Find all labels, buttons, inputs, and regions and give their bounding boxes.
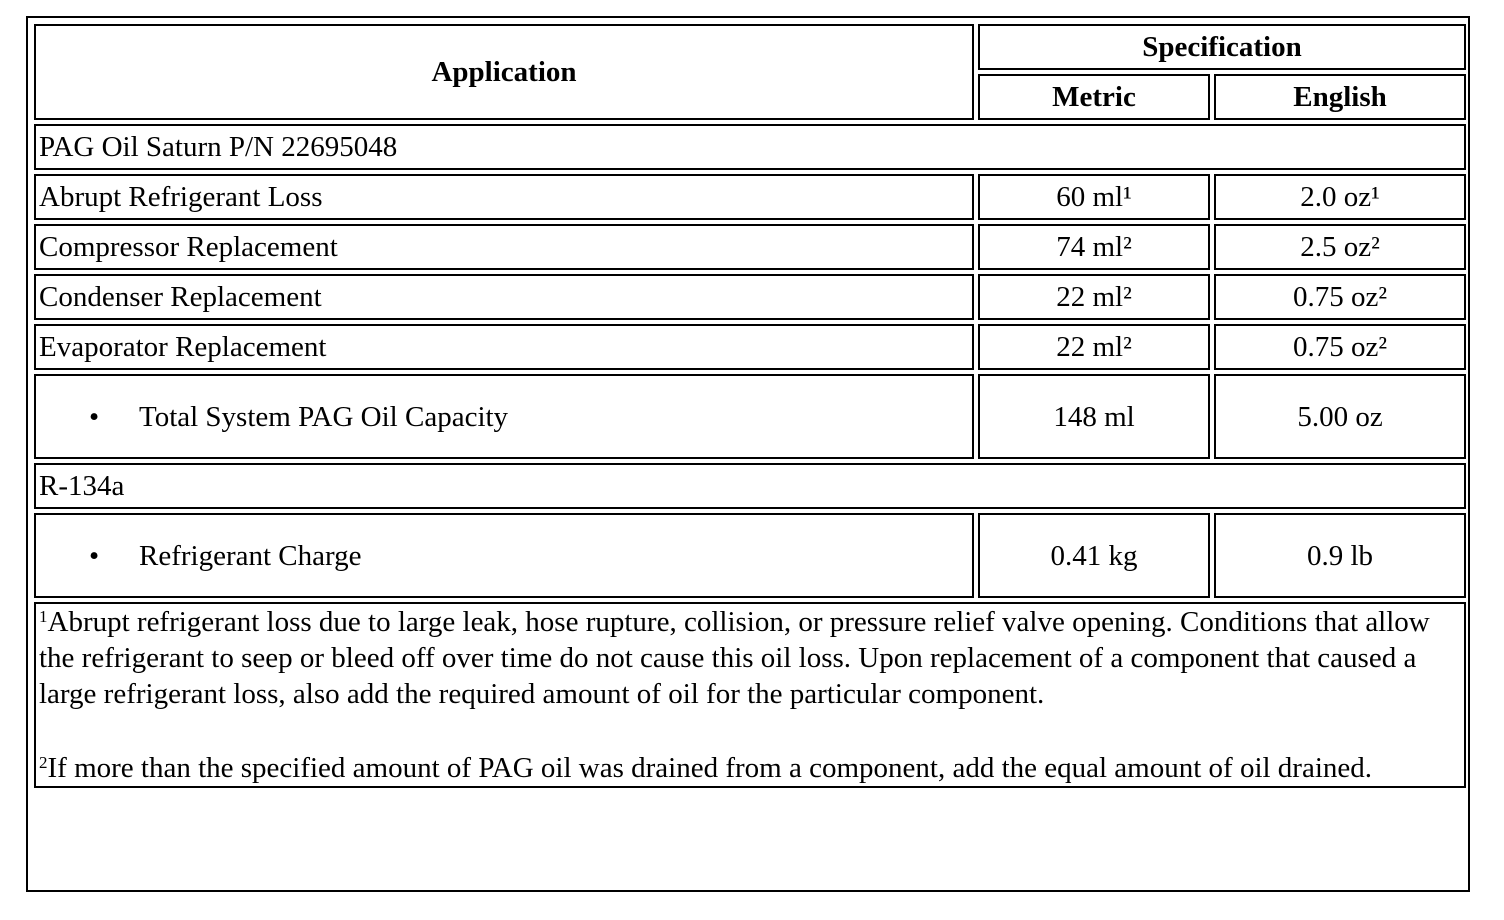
header-english: English bbox=[1214, 74, 1466, 120]
english-cell: 0.75 oz² bbox=[1214, 324, 1466, 370]
metric-cell: 74 ml² bbox=[978, 224, 1210, 270]
specification-table-frame bbox=[26, 16, 1470, 892]
english-cell: 2.0 oz¹ bbox=[1214, 174, 1466, 220]
metric-cell: 148 ml bbox=[978, 374, 1210, 459]
table-row bbox=[34, 174, 1466, 220]
section-row-refrigerant bbox=[34, 463, 1466, 509]
english-cell: 5.00 oz bbox=[1214, 374, 1466, 459]
metric-cell: 0.41 kg bbox=[978, 513, 1210, 598]
table-row bbox=[34, 324, 1466, 370]
table-row bbox=[34, 274, 1466, 320]
application-label: Total System PAG Oil Capacity bbox=[139, 400, 509, 433]
metric-cell: 22 ml² bbox=[978, 274, 1210, 320]
footnote-text: Abrupt refrigerant loss due to large leak, hose rupture, collision, or pressure relief valve opening. Conditions that allow the refrigerant to seep or bleed off over time do not cause this oil loss. Upon replacement of a component that caused a large refrigerant loss, also add the required amount of oil for the particular component. bbox=[39, 606, 1430, 710]
metric-cell: 60 ml¹ bbox=[978, 174, 1210, 220]
footnote-marker: 2 bbox=[39, 753, 48, 772]
footnote-marker: 1 bbox=[39, 607, 48, 626]
notes-row bbox=[34, 602, 1466, 788]
section-row-pag-oil bbox=[34, 124, 1466, 170]
application-label: Refrigerant Charge bbox=[139, 539, 362, 572]
section-title-refrigerant: R-134a bbox=[34, 463, 1466, 509]
metric-cell: 22 ml² bbox=[978, 324, 1210, 370]
application-cell: Compressor Replacement bbox=[34, 224, 974, 270]
bullet-icon: • bbox=[89, 400, 100, 433]
header-metric: Metric bbox=[978, 74, 1210, 120]
table-row bbox=[34, 513, 1466, 598]
application-cell bbox=[34, 513, 974, 598]
application-cell bbox=[34, 374, 974, 459]
header-specification: Specification bbox=[978, 24, 1466, 70]
bullet-icon: • bbox=[89, 539, 100, 572]
english-cell: 2.5 oz² bbox=[1214, 224, 1466, 270]
english-cell: 0.75 oz² bbox=[1214, 274, 1466, 320]
footnote-text: If more than the specified amount of PAG oil was drained from a component, add the equal amount of oil drained. bbox=[47, 752, 1373, 784]
footnotes-cell bbox=[34, 602, 1466, 788]
english-cell: 0.9 lb bbox=[1214, 513, 1466, 598]
footnote-2 bbox=[39, 750, 1461, 786]
header-application: Application bbox=[34, 24, 974, 120]
section-title-pag-oil: PAG Oil Saturn P/N 22695048 bbox=[34, 124, 1466, 170]
specification-table bbox=[30, 20, 1470, 792]
footnote-1 bbox=[39, 604, 1461, 712]
application-cell: Abrupt Refrigerant Loss bbox=[34, 174, 974, 220]
header-row bbox=[34, 24, 1466, 70]
application-cell: Evaporator Replacement bbox=[34, 324, 974, 370]
table-row bbox=[34, 224, 1466, 270]
table-row bbox=[34, 374, 1466, 459]
application-cell: Condenser Replacement bbox=[34, 274, 974, 320]
